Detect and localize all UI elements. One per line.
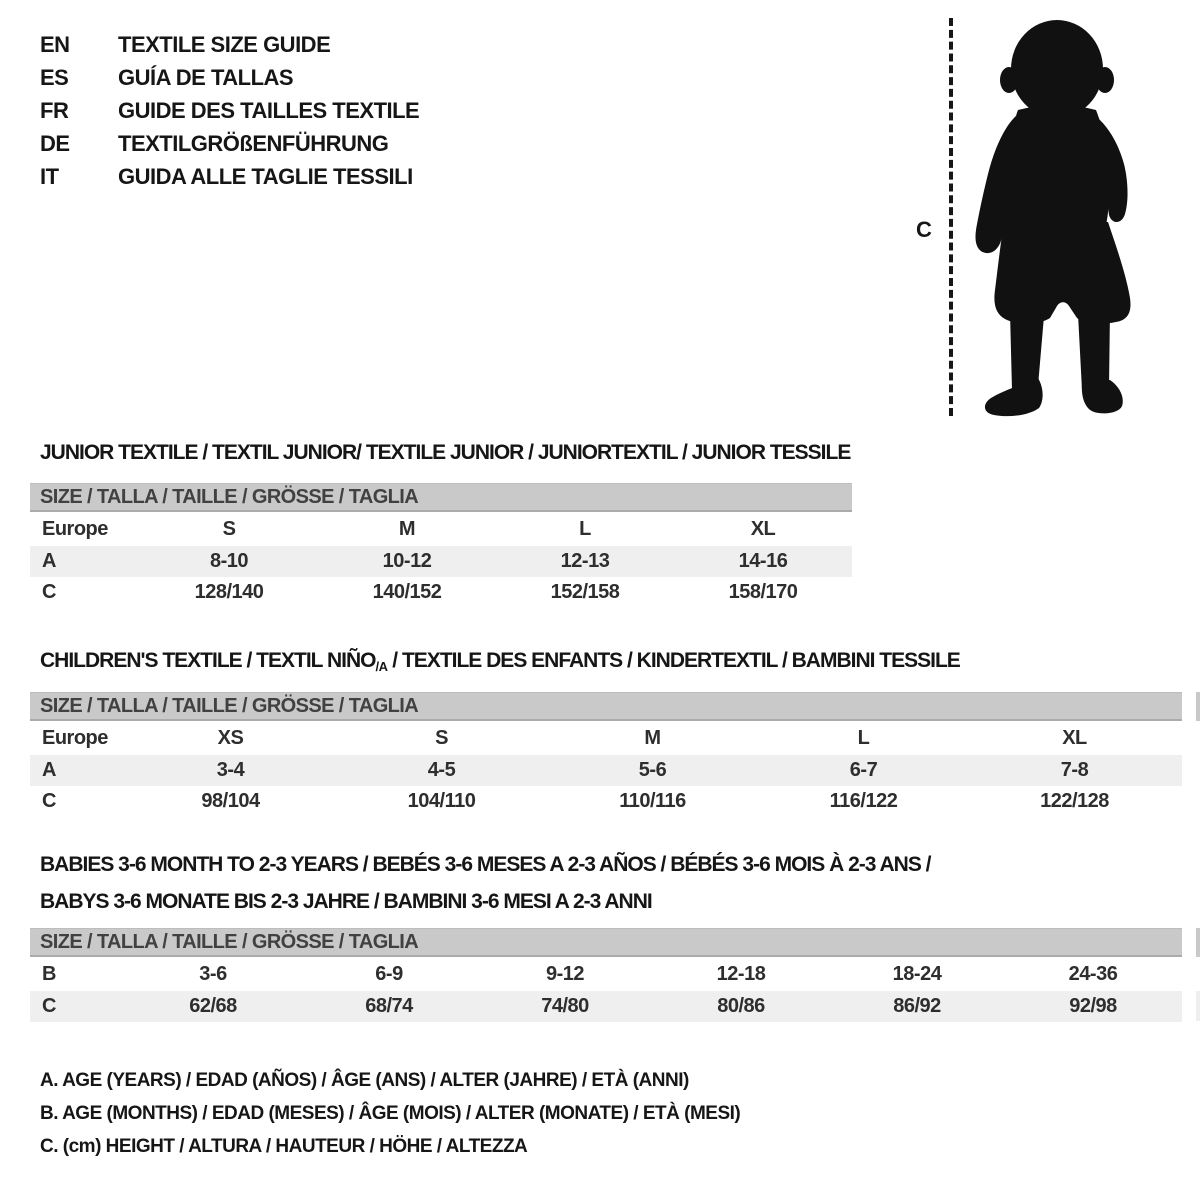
table-cell: 12-18 (716, 962, 766, 985)
table-edge-sliver (1196, 692, 1200, 721)
table-cell: 14-16 (738, 550, 788, 572)
silhouette-leg-right (1078, 310, 1110, 390)
note-line: A. AGE (YEARS) / EDAD (AÑOS) / ÂGE (ANS) / ALTER (JAHRE) / ETÀ (ANNI) (40, 1070, 689, 1091)
language-row (40, 160, 419, 193)
section-heading-line (40, 846, 931, 883)
language-title: GUÍA DE TALLAS (118, 64, 294, 90)
table-cell: 92/98 (1069, 995, 1117, 1017)
table-cell: 12-13 (560, 550, 610, 572)
size-header-band (30, 928, 1182, 957)
table-cell: 110/116 (619, 790, 686, 812)
dimension-notes (40, 1064, 740, 1163)
table-cell: M (644, 726, 661, 749)
row-label: C (42, 995, 56, 1017)
section-heading-line (40, 883, 931, 920)
table-row (30, 721, 1182, 755)
table-cell: 152/158 (550, 581, 620, 603)
table-edge-sliver (1196, 991, 1200, 1021)
table-cell: 80/86 (717, 995, 765, 1017)
table-cell: 6-9 (375, 962, 403, 985)
table-cell: 7-8 (1060, 759, 1089, 781)
table-cell: 18-24 (892, 962, 942, 985)
table-cell: 68/74 (365, 995, 413, 1017)
language-row (40, 127, 419, 160)
silhouette-head (1011, 20, 1103, 118)
table-cell: M (398, 517, 416, 540)
size-table-children (30, 692, 1182, 817)
baby-silhouette-icon (958, 12, 1142, 424)
table-row (30, 991, 1182, 1022)
language-legend (40, 28, 419, 193)
table-cell: 3-6 (199, 962, 227, 985)
section-heading-babies (40, 846, 931, 920)
table-cell: 104/110 (407, 790, 476, 812)
table-cell: XL (1062, 726, 1087, 749)
table-cell: L (857, 726, 870, 749)
section-heading-line (40, 434, 850, 471)
language-row (40, 28, 419, 61)
table-cell: 6-7 (849, 759, 878, 781)
size-header-text: SIZE / TALLA / TAILLE / GRÖSSE / TAGLIA (40, 930, 419, 953)
heading-text: BABIES 3-6 MONTH TO 2-3 YEARS / BEBÉS 3-6 MESES A 2-3 AÑOS / BÉBÉS 3-6 MOIS À 2-3 ANS / (40, 853, 931, 876)
note-line: C. (cm) HEIGHT / ALTURA / HAUTEUR / HÖHE / ALTEZZA (40, 1136, 528, 1157)
table-cell: 10-12 (382, 550, 432, 572)
table-cell: 158/170 (728, 581, 798, 603)
table-cell: 98/104 (201, 790, 260, 812)
section-heading-children (40, 642, 960, 681)
heading-text: JUNIOR TEXTILE / TEXTIL JUNIOR/ TEXTILE JUNIOR / JUNIORTEXTIL / JUNIOR TESSILE (40, 441, 851, 464)
section-heading-junior (40, 434, 850, 471)
language-code: DE (40, 130, 70, 156)
table-cell: S (222, 517, 236, 540)
size-table-babies (30, 928, 1182, 1022)
row-label: C (42, 790, 56, 812)
heading-text: BABYS 3-6 MONATE BIS 2-3 JAHRE / BAMBINI 3-6 MESI A 2-3 ANNI (40, 890, 652, 913)
language-title: GUIDA ALLE TAGLIE TESSILI (118, 163, 413, 189)
table-cell: 9-12 (545, 962, 585, 985)
row-label: Europe (42, 726, 108, 749)
language-code: ES (40, 64, 69, 90)
table-cell: 62/68 (189, 995, 237, 1017)
table-cell: 24-36 (1068, 962, 1118, 985)
table-row (30, 755, 1182, 786)
language-code: FR (40, 97, 69, 123)
silhouette-ear-left (1000, 67, 1018, 93)
language-row (40, 94, 419, 127)
row-label: B (42, 962, 56, 985)
section-heading-line (40, 642, 960, 681)
silhouette-foot-right (1082, 380, 1123, 413)
size-header-band (30, 483, 852, 512)
table-cell: XS (217, 726, 244, 749)
language-code: IT (40, 163, 59, 189)
table-cell: 116/122 (829, 790, 898, 812)
height-dimension-line (949, 18, 953, 416)
table-row (30, 512, 852, 546)
silhouette-leg-left (1010, 312, 1044, 390)
row-label: A (42, 550, 56, 572)
size-header-text: SIZE / TALLA / TAILLE / GRÖSSE / TAGLIA (40, 485, 419, 508)
language-row (40, 61, 419, 94)
table-cell: 122/128 (1040, 790, 1109, 812)
table-cell: 86/92 (893, 995, 941, 1017)
size-header-band (30, 692, 1182, 721)
table-edge-sliver (1196, 928, 1200, 957)
heading-text: / TEXTILE DES ENFANTS / KINDERTEXTIL / BAMBINI TESSILE (387, 649, 960, 672)
row-label: Europe (42, 517, 108, 540)
table-cell: 74/80 (541, 995, 589, 1017)
table-cell: 5-6 (638, 759, 667, 781)
heading-subscript: /A (375, 659, 388, 674)
size-header-text: SIZE / TALLA / TAILLE / GRÖSSE / TAGLIA (40, 694, 419, 717)
note-line: B. AGE (MONTHS) / EDAD (MESES) / ÂGE (MOIS) / ALTER (MONATE) / ETÀ (MESI) (40, 1103, 741, 1124)
language-title: GUIDE DES TAILLES TEXTILE (118, 97, 420, 123)
table-cell: 8-10 (209, 550, 249, 572)
silhouette-ear-right (1096, 67, 1114, 93)
row-label: C (42, 581, 56, 603)
language-code: EN (40, 31, 70, 57)
table-row (30, 957, 1182, 991)
language-title: TEXTILGRÖßENFÜHRUNG (118, 130, 389, 156)
language-title: TEXTILE SIZE GUIDE (118, 31, 331, 57)
table-row (30, 546, 852, 577)
table-cell: L (579, 517, 591, 540)
height-dimension-label: C (916, 217, 932, 242)
row-label: A (42, 759, 56, 781)
table-cell: S (435, 726, 448, 749)
table-cell: 140/152 (372, 581, 442, 603)
table-row (30, 577, 852, 608)
silhouette-shorts (994, 222, 1130, 324)
table-cell: 128/140 (194, 581, 264, 603)
table-row (30, 786, 1182, 817)
table-cell: 4-5 (427, 759, 456, 781)
table-cell: XL (750, 517, 776, 540)
size-table-junior (30, 483, 852, 608)
table-cell: 3-4 (216, 759, 245, 781)
heading-text: CHILDREN'S TEXTILE / TEXTIL NIÑO (40, 649, 376, 672)
